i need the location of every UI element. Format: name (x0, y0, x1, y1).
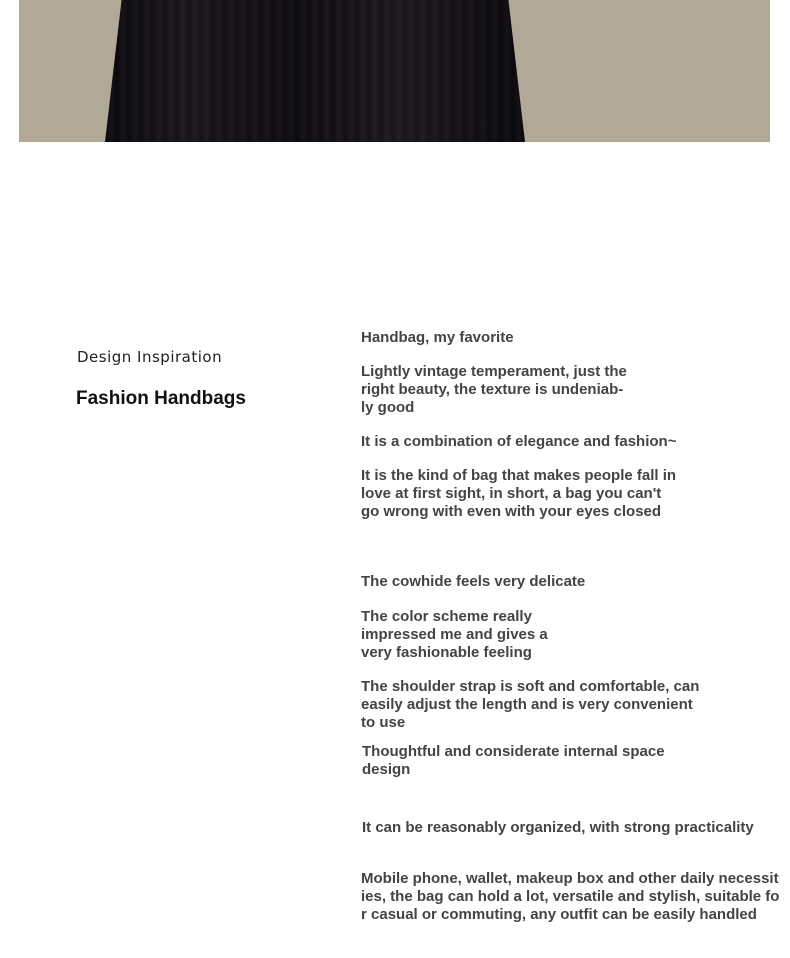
section-title: Fashion Handbags (76, 388, 246, 409)
paragraph-4: It is the kind of bag that makes people fall in love at first sight, in short, a bag you can't go wrong with even with your eyes closed (361, 467, 677, 520)
paragraph-2: Lightly vintage temperament, just the right beauty, the texture is undeniab-ly good (361, 363, 627, 416)
paragraph-7: The shoulder strap is soft and comfortable, can easily adjust the length and is very convenient to use (361, 678, 700, 731)
paragraph-10: Mobile phone, wallet, makeup box and other daily necessities, the bag can hold a lot, versatile and stylish, suitable for casual or commuting, any outfit can be easily handled (361, 870, 780, 923)
paragraph-6: The color scheme really impressed me and gives a very fashionable feeling (361, 608, 548, 661)
hero-photo (19, 0, 770, 142)
paragraph-3: It is a combination of elegance and fashion~ (361, 433, 677, 450)
paragraph-8: Thoughtful and considerate internal space design (362, 743, 665, 778)
paragraph-5: The cowhide feels very delicate (361, 573, 586, 590)
section-label: Design Inspiration (77, 348, 223, 366)
skirt-texture (105, 0, 525, 142)
paragraph-1: Handbag, my favorite (361, 329, 514, 346)
paragraph-9: It can be reasonably organized, with strong practicality (362, 819, 754, 836)
